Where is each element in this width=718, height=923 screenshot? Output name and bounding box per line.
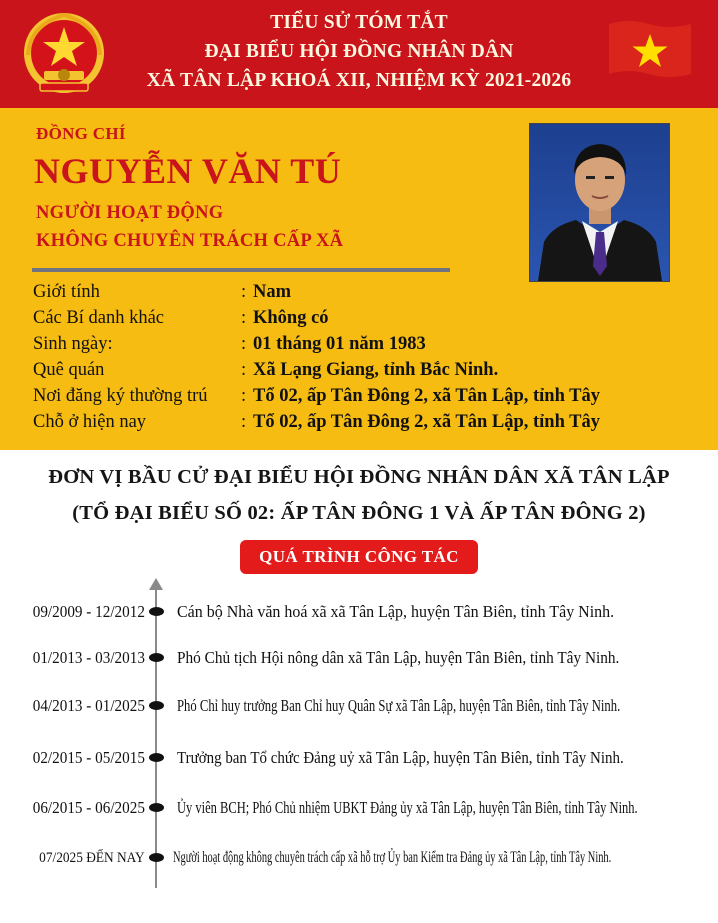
divider	[32, 268, 450, 272]
header-title-line3: XÃ TÂN LẬP KHOÁ XII, NHIỆM KỲ 2021-2026	[146, 70, 572, 91]
career-heading-badge: QUÁ TRÌNH CÔNG TÁC	[240, 540, 478, 574]
timeline-dot-icon	[149, 753, 164, 762]
timeline-period: 07/2025 ĐẾN NAY	[39, 850, 145, 866]
info-label: Nơi đăng ký thường trú	[33, 386, 208, 406]
header-banner	[0, 0, 718, 108]
info-label: Chỗ ở hiện nay	[33, 412, 147, 432]
info-value: Xã Lạng Giang, tỉnh Bắc Ninh.	[253, 360, 499, 380]
constituency-title: ĐƠN VỊ BẦU CỬ ĐẠI BIỂU HỘI ĐỒNG NHÂN DÂN XÃ TÂN LẬP	[48, 466, 670, 488]
profile-role-line2: KHÔNG CHUYÊN TRÁCH CẤP XÃ	[36, 231, 344, 251]
timeline-text: Phó Chỉ huy trưởng Ban Chỉ huy Quân Sự xã Tân Lập, huyện Tân Biên, tỉnh Tây Ninh.	[177, 696, 621, 715]
info-value: Tổ 02, ấp Tân Đông 2, xã Tân Lập, tỉnh Tây	[253, 412, 601, 432]
header-title-line1: TIỂU SỬ TÓM TẮT	[270, 12, 448, 33]
profile-name: NGUYỄN VĂN TÚ	[34, 151, 342, 191]
timeline-item	[0, 691, 718, 721]
info-separator: :	[241, 308, 247, 328]
info-label: Các Bí danh khác	[33, 308, 164, 328]
timeline-dot-icon	[149, 853, 164, 862]
info-separator: :	[241, 412, 247, 432]
info-separator: :	[241, 282, 247, 302]
timeline-item	[0, 643, 718, 673]
constituency-subtitle: (TỔ ĐẠI BIỂU SỐ 02: ẤP TÂN ĐÔNG 1 VÀ ẤP TÂN ĐÔNG 2)	[72, 502, 646, 524]
timeline-dot-icon	[149, 653, 164, 662]
vietnam-flag-icon	[605, 18, 695, 82]
timeline-period: 02/2015 - 05/2015	[32, 748, 145, 767]
timeline-text: Trưởng ban Tổ chức Đảng uỷ xã Tân Lập, huyện Tân Biên, tỉnh Tây Ninh.	[177, 748, 624, 767]
timeline-text: Người hoạt động không chuyên trách cấp xã hỗ trợ Ủy ban Kiểm tra Đảng ủy xã Tân Lập, tỉnh Tây Ninh.	[173, 849, 612, 866]
info-value: Tổ 02, ấp Tân Đông 2, xã Tân Lập, tỉnh Tây	[253, 386, 601, 406]
info-label: Giới tính	[33, 282, 100, 302]
timeline-item	[0, 597, 718, 627]
info-value: Không có	[253, 308, 329, 328]
timeline-item	[0, 743, 718, 773]
info-separator: :	[241, 334, 247, 354]
profile-role-line1: NGƯỜI HOẠT ĐỘNG	[36, 203, 224, 223]
profile-kicker: ĐỒNG CHÍ	[36, 124, 126, 143]
info-label: Sinh ngày:	[33, 334, 113, 354]
info-separator: :	[241, 360, 247, 380]
timeline-item	[0, 843, 718, 873]
timeline-item	[0, 793, 718, 823]
timeline-period: 04/2013 - 01/2025	[32, 696, 145, 715]
timeline-text: Cán bộ Nhà văn hoá xã xã Tân Lập, huyện Tân Biên, tỉnh Tây Ninh.	[177, 602, 615, 621]
timeline-dot-icon	[149, 803, 164, 812]
timeline-text: Phó Chủ tịch Hội nông dân xã Tân Lập, huyện Tân Biên, tỉnh Tây Ninh.	[177, 648, 620, 667]
timeline-period: 09/2009 - 12/2012	[32, 602, 145, 621]
info-value: 01 tháng 01 năm 1983	[253, 334, 426, 354]
info-value: Nam	[253, 282, 292, 302]
timeline-text: Ủy viên BCH; Phó Chủ nhiệm UBKT Đảng ủy xã Tân Lập, huyện Tân Biên, tỉnh Tây Ninh.	[177, 798, 638, 817]
header-title-line2: ĐẠI BIỂU HỘI ĐỒNG NHÂN DÂN	[204, 41, 514, 62]
timeline-dot-icon	[149, 701, 164, 710]
timeline-dot-icon	[149, 607, 164, 616]
timeline-period: 06/2015 - 06/2025	[32, 798, 145, 817]
timeline-period: 01/2013 - 03/2013	[32, 648, 145, 667]
info-separator: :	[241, 386, 247, 406]
portrait-photo	[529, 123, 670, 282]
info-label: Quê quán	[33, 360, 105, 380]
